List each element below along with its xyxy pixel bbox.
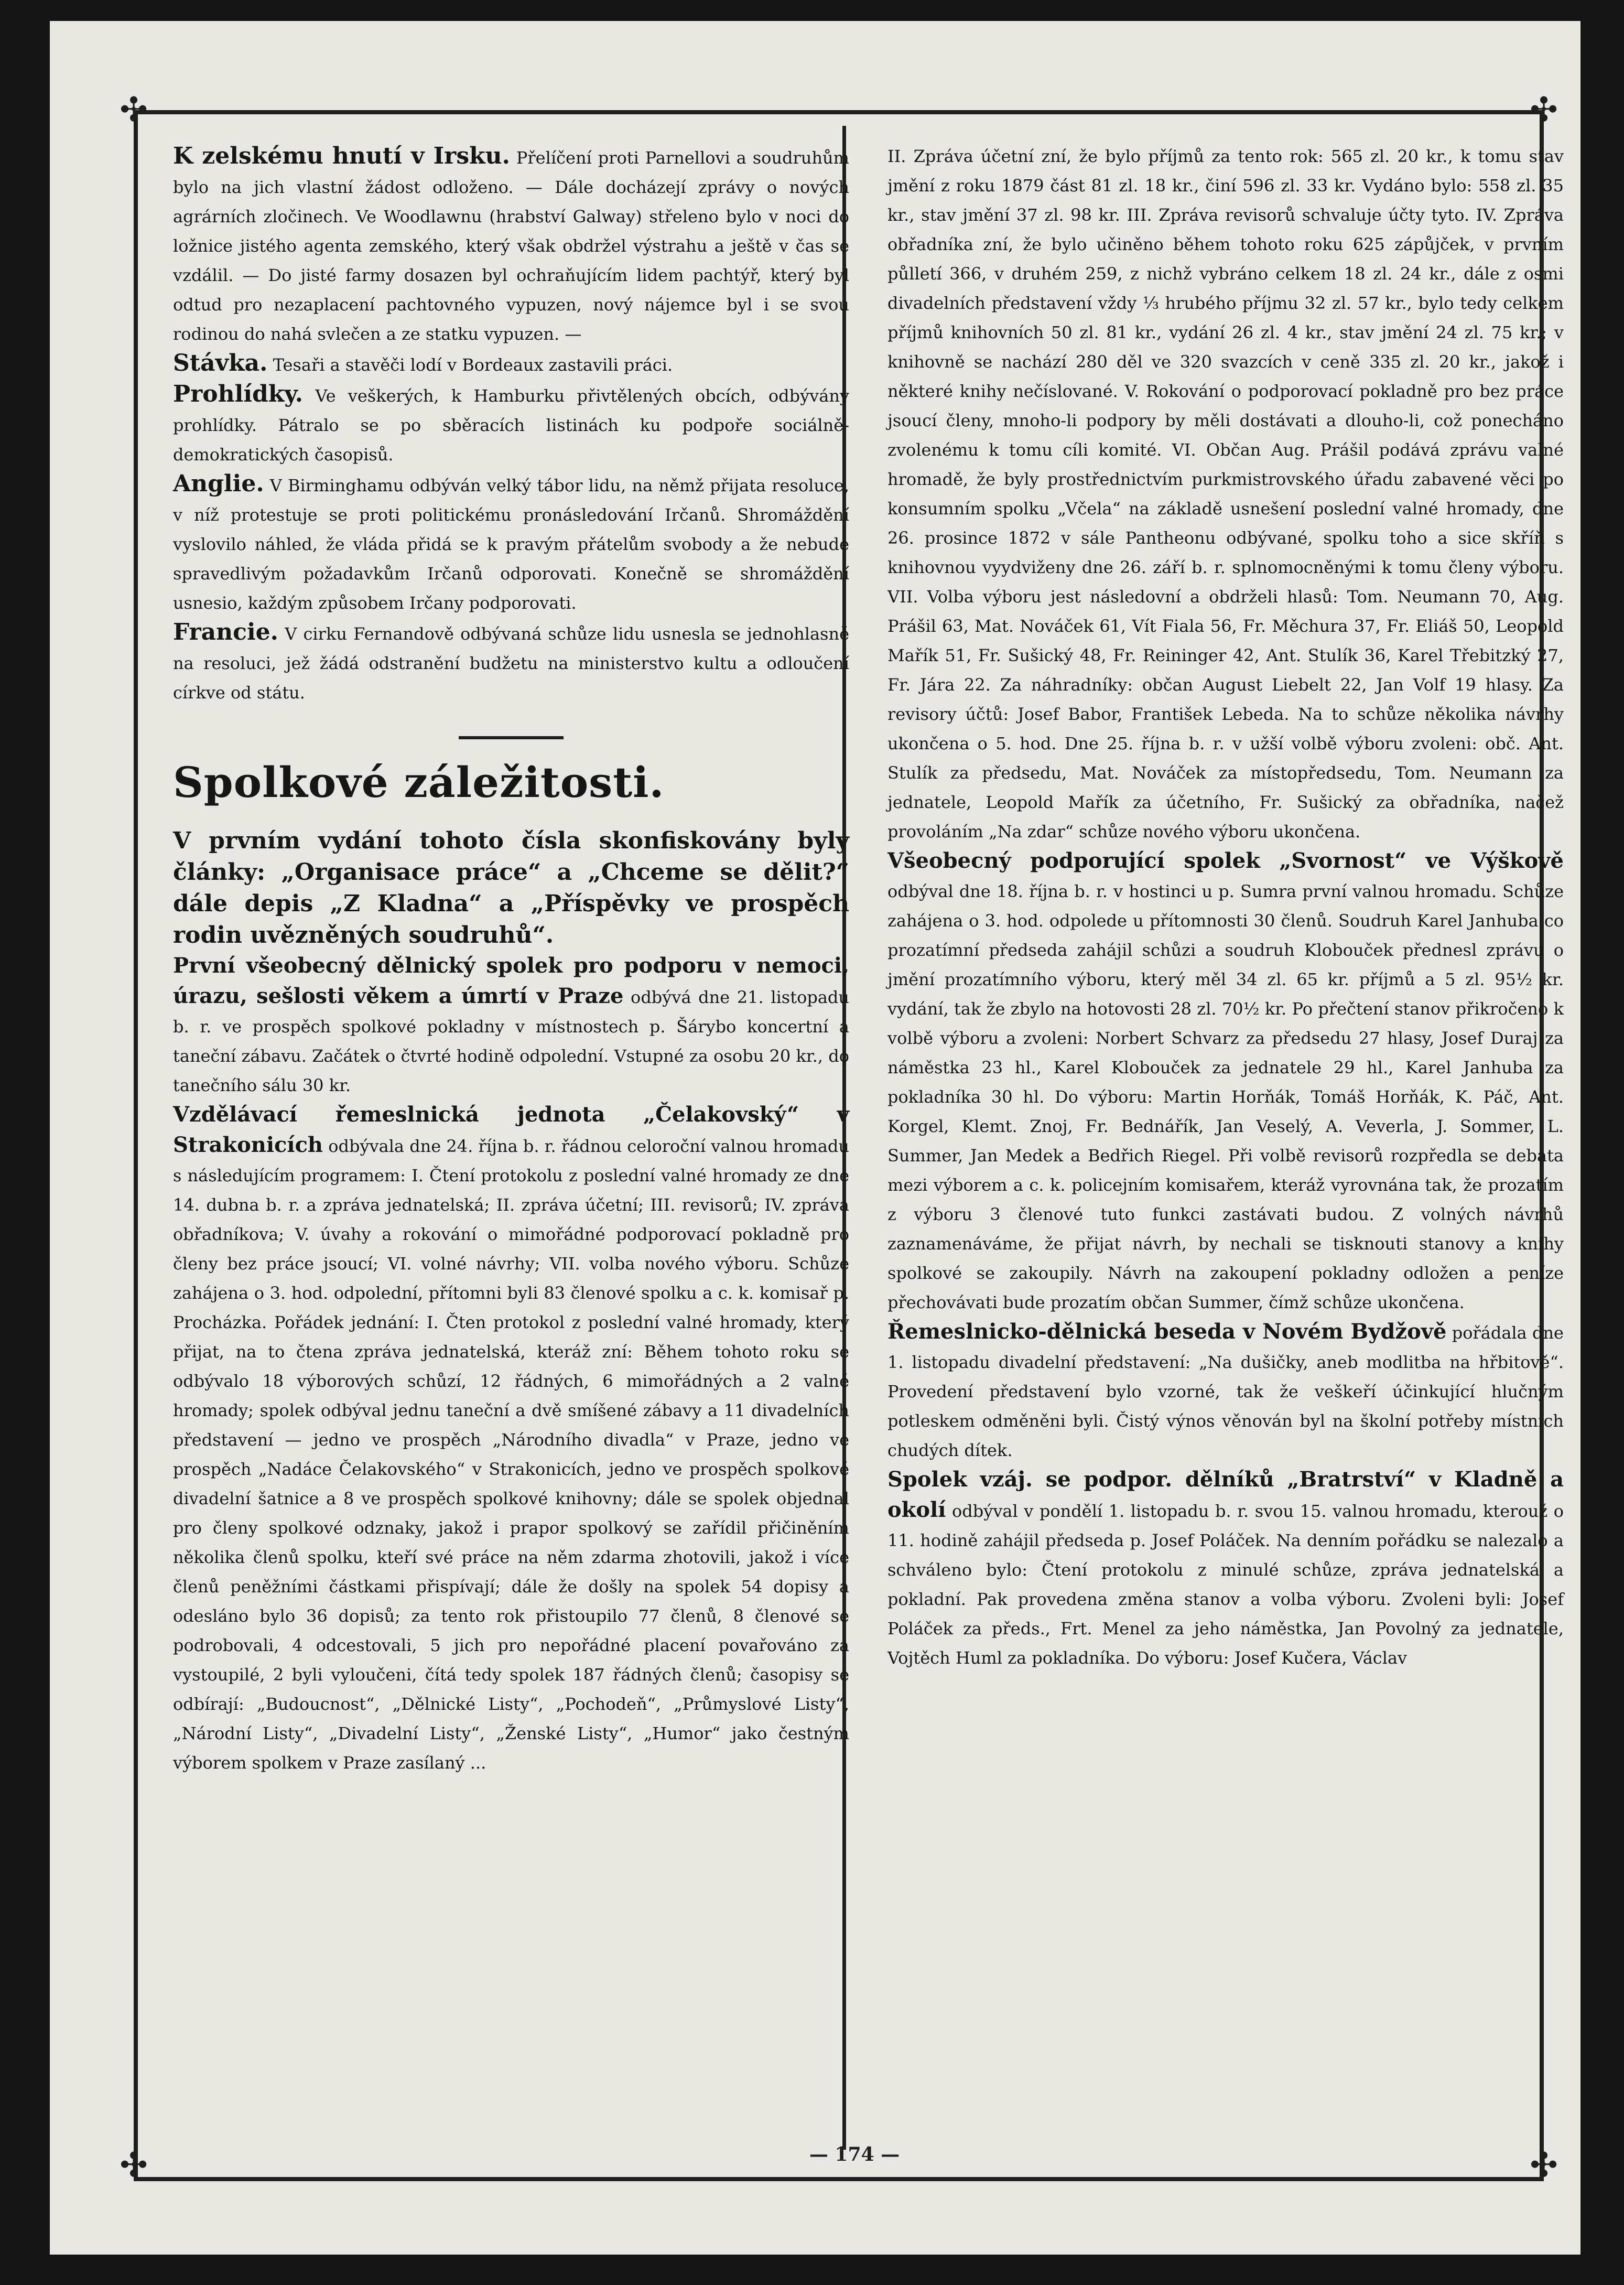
heading-celakovsky: Vzdělávací řemeslnická jednota „Čelakovský“ v Strakonicích (173, 1102, 849, 1157)
article-celakovsky (173, 1100, 849, 1777)
right-column (887, 142, 1564, 1673)
article-svornost (887, 846, 1564, 1317)
text-strike: Tesaři a stavěči lodí v Bordeaux zastavili práci. (273, 355, 673, 375)
article-bydzov (887, 1317, 1564, 1465)
section-rule (459, 736, 564, 739)
left-column (173, 142, 849, 1777)
text-celakovsky: odbývala dne 24. října b. r. řádnou celoroční valnou hromadu s následujícím programem: I. Čtení protokolu z poslední valné hromady ze dne 14. dubna b. r. a zpráva jednatelská; II. zpráva účetní; III. revisorů; IV. zpráva obřadníkova; V. úvahy a rokování o mimořádné podporovací pokladně pro členy bez práce jsoucí; VI. volné návrhy; VII. volba nového výboru. Schůze zahájena o 3. hod. odpolední, přítomni byli 83 členové spolku a c. k. komisař p. Procházka. Pořádek jednání: I. Čten protokol z poslední valné hromady, který přijat, na to čtena zpráva jednatelská, kteráž zní: Během tohoto roku se odbývalo 18 výborových schůzí, 12 řádných, 6 mimořádných a 2 valné hromady; spolek odbýval jednu taneční a dvě smíšené zábavy a 11 divadelních představení — jedno ve prospěch „Národního divadla“ v Praze, jedno ve prospěch „Nadáce Čelakovského“ v Strakonicích, jedno ve prospěch spolkové divadelní šatnice a 8 ve prospěch spolkové knihovny; dále se spolek objednal pro členy spolkové odznaky, jakož i prapor spolkový se zařídil přičiněním několika členů spolku, kteří své práce na něm zdarma zhotovili, jakož i více členů peněžními částkami přispívají; dále že došly na spolek 54 dopisy a odesláno bylo 36 dopisů; za tento rok přistoupilo 77 členů, 8 členové se podrobovali, 4 odcestovali, 5 jich pro nepořádné placení povařováno za vystoupilé, 2 byli vyloučeni, čítá tedy spolek 187 řádných členů; časopisy se odbírají: „Budoucnost“, „Dělnické Listy“, „Pochodeň“, „Průmyslové Listy“, „Národní Listy“, „Divadelní Listy“, „Ženské Listy“, „Humor“ jako čestným výborem spolkem v Praze zasílaný ... (173, 1136, 850, 1773)
heading-england: Anglie. (173, 470, 264, 497)
text-svornost: odbýval dne 18. října b. r. v hostinci u p. Sumra první valnou hromadu. Schůze zahájena o 3. hod. odpolede u přítomnosti 30 členů. Soudruh Karel Janhuba co prozatímní předseda zahájil schůzi a soudruh Klobouček přednesl zprávu o jmění prozatímního výboru, který měl 34 zl. 65 kr. příjmů a 5 zl. 95½ kr. vydání, tak že zbylo na hotovosti 28 zl. 70½ kr. Po přečtení stanov přikročeno k volbě výboru a zvoleni: Norbert Schvarz za předsedu 27 hlasy, Josef Duraj za náměstka 23 hl., Karel Klobouček za jednatele 29 hl., Karel Janhuba za pokladníka 30 hl. Do výboru: Martin Horňák, Tomáš Horňák, K. Páč, Ant. Korgel, Klemt. Znoj, Fr. Bednářík, Jan Veselý, A. Veverla, J. Sommer, L. Summer, Jan Medek a Bedřich Riegel. Při volbě revisorů rozpředla se debata mezi výborem a c. k. policejním komisařem, kteráž vyrovnána tak, že prozatím z výboru 3 členové tuto funkci zastávati budou. Z volných návrhů zaznamenáváme, že přijat návrh, by nechali se tisknouti stanovy a knihy spolkové se zakoupily. Návrh na zakoupení pokladny odložen a peníze přechovávati bude prozatím občan Summer, čímž schůze ukončena. (887, 881, 1564, 1312)
text-bydzov: pořádala dne 1. listopadu divadelní představení: „Na dušičky, aneb modlitba na hřbitově“. Provedení představení bylo vzorné, tak že veškeří účinkující hlučným potleskem odměněni byli. Čistý výnos věnován byl na školní potřeby místních chudých dítek. (887, 1323, 1564, 1460)
article-strike (173, 349, 849, 380)
text-first-union: odbývá dne 21. listopadu b. r. ve prospěch spolkové pokladny v místnostech p. Šárybo koncertní a taneční zábavu. Začátek o čtvrté hodině odpolední. Vstupné za osobu 20 kr., do tanečního sálu 30 kr. (173, 987, 850, 1095)
heading-svornost: Všeobecný podporující spolek „Svornost“ ve Výškově (887, 848, 1564, 873)
heading-searches: Prohlídky. (173, 381, 304, 407)
text-searches: Ve veškerých, k Hamburku přivtělených obcích, odbývány prohlídky. Pátralo se po sběracích listinách ku podpoře sociálně-demokratických časopisů. (173, 386, 850, 465)
article-england (173, 469, 849, 618)
heading-ireland: K zelskému hnutí v Irsku. (173, 143, 510, 169)
heading-strike: Stávka. (173, 350, 268, 376)
heading-bydzov: Řemeslnicko-dělnická beseda v Novém Bydžově (887, 1319, 1447, 1344)
corner-ornament-top-left-icon: ✣ (120, 91, 148, 130)
article-continuation: II. Zpráva účetní zní, že bylo příjmů za tento rok: 565 zl. 20 kr., k tomu stav jmění z roku 1879 část 81 zl. 18 kr., činí 596 zl. 33 kr. Vydáno bylo: 558 zl. 35 kr., stav jmění 37 zl. 98 kr. III. Zpráva revisorů schvaluje účty tyto. IV. Zpráva obřadníka zní, že bylo učiněno během tohoto roku 625 zápůjček, v prvním půlletí 366, v druhém 259, z nichž vybráno celkem 18 zl. 24 kr., dále z osmi divadelních představení vždy ⅓ hrubého příjmu 32 zl. 57 kr., bylo tedy celkem příjmů knihovních 50 zl. 81 kr., vydání 26 zl. 4 kr., stav jmění 24 zl. 75 kr.; v knihovně se nachází 280 děl ve 320 svazcích v ceně 335 zl. 20 kr., jakož i některé knihy nečíslované. V. Rokování o podporovací pokladně pro bez práce jsoucí členy, mnoho-li podpory by měli dostávati a dlouho-li, což ponecháno zvolenému k tomu cíli komité. VI. Občan Aug. Prášil podává zprávu valné hromadě, že byly prostřednictvím purkmistrovského úřadu zabavené věci po konsumním spolku „Včela“ na základě usnešení poslední valné hromady, dne 26. prosince 1872 v sále Pantheonu odbývané, spolku toho a sice skříň s knihovnou vyydviženy dne 26. září b. r. splnomocněnými k tomu členy výboru. VII. Volba výboru jest následovní a obdrželi hlasů: Tom. Neumann 70, Aug. Prášil 63, Mat. Nováček 61, Vít Fiala 56, Fr. Měchura 37, Fr. Eliáš 50, Leopold Mařík 51, Fr. Sušický 48, Fr. Reininger 42, Ant. Stulík 36, Karel Třebitzký 27, Fr. Jára 22. Za náhradníky: občan August Liebelt 22, Jan Volf 19 hlasy. Za revisory účtů: Josef Babor, František Lebeda. Na to schůze několika návrhy ukončena o 5. hod. Dne 25. října b. r. v užší volbě výboru zvoleni: obč. Ant. Stulík za předsedu, Mat. Nováček za místopředsedu, Tom. Neumann za jednatele, Leopold Mařík za účetního, Fr. Sušický za obřadníka, načež provoláním „Na zdar“ schůze nového výboru ukončena. (887, 146, 1564, 842)
confiscation-notice: V prvním vydání tohoto čísla skonfiskovány byly články: „Organisace práce“ a „Chceme se dělit?“ dále depis „Z Kladna“ a „Příspěvky ve prospěch rodin uvězněných soudruhů“. (173, 827, 849, 949)
heading-first-union: První všeobecný dělnický spolek pro podporu v nemoci, úrazu, sešlosti věkem a úmrtí v Praze (173, 953, 849, 1008)
newspaper-page (50, 21, 1580, 2255)
corner-ornament-bottom-left-icon: ✣ (120, 2146, 148, 2185)
text-bratrstvi: odbýval v pondělí 1. listopadu b. r. svou 15. valnou hromadu, kterouž o 11. hodině zahájil předseda p. Josef Poláček. Na denním pořádku se nalezalo a schváleno bylo: Čtení protokolu z minulé schůze, zpráva jednatelská a pokladní. Pak provedena změna stanov a volba výboru. Zvoleni byli: Josef Poláček za předs., Frt. Menel za jeho náměstka, Jan Povolný za jednatele, Vojtěch Huml za pokladníka. Do výboru: Josef Kučera, Václav (887, 1501, 1564, 1668)
article-bratrstvi (887, 1465, 1564, 1673)
article-france (173, 618, 849, 707)
section-title: Spolkové záležitosti. (173, 758, 665, 807)
text-england: V Birminghamu odbýván velký tábor lidu, na němž přijata resoluce, v níž protestuje se proti politickému pronásledování Irčanů. Shromáždění vyslovilo náhled, že vláda přidá se k pravým přátelům svobody a že nebude spravedlivým požadavkům Irčanů odporovati. Konečně se shromáždění usnesio, každým způsobem Irčany podporovati. (173, 476, 850, 613)
text-france: V cirku Fernandově odbývaná schůze lidu usnesla se jednohlasně na resoluci, jež žádá odstranění budžetu na ministerstvo kultu a odloučení církve od státu. (173, 624, 850, 703)
article-first-union (173, 951, 849, 1100)
heading-france: Francie. (173, 619, 278, 645)
corner-ornament-top-right-icon: ✣ (1530, 91, 1558, 130)
text-ireland: Přelíčení proti Parnellovi a soudruhům bylo na jich vlastní žádost odloženo. — Dále docházejí zprávy o nových agrárních zločinech. Ve Woodlawnu (hrabství Galway) střeleno bylo v noci do ložnice jistého agenta zemského, který však obdržel výstrahu a ještě v čas se vzdálil. — Do jisté farmy dosazen byl ochraňujícím lidem pachtýř, který byl odtud pro nezaplacení pachtovného vypuzen, nový nájemce byl i se svou rodinou do nahá svlečen a ze statku vypuzen. — (173, 148, 849, 344)
article-searches (173, 380, 849, 469)
corner-ornament-bottom-right-icon: ✣ (1530, 2146, 1558, 2185)
page-number: — 174 — (809, 2143, 900, 2165)
article-ireland (173, 142, 849, 349)
heading-bratrstvi: Spolek vzáj. se podpor. dělníků „Bratrství“ v Kladně a okolí (887, 1467, 1564, 1522)
